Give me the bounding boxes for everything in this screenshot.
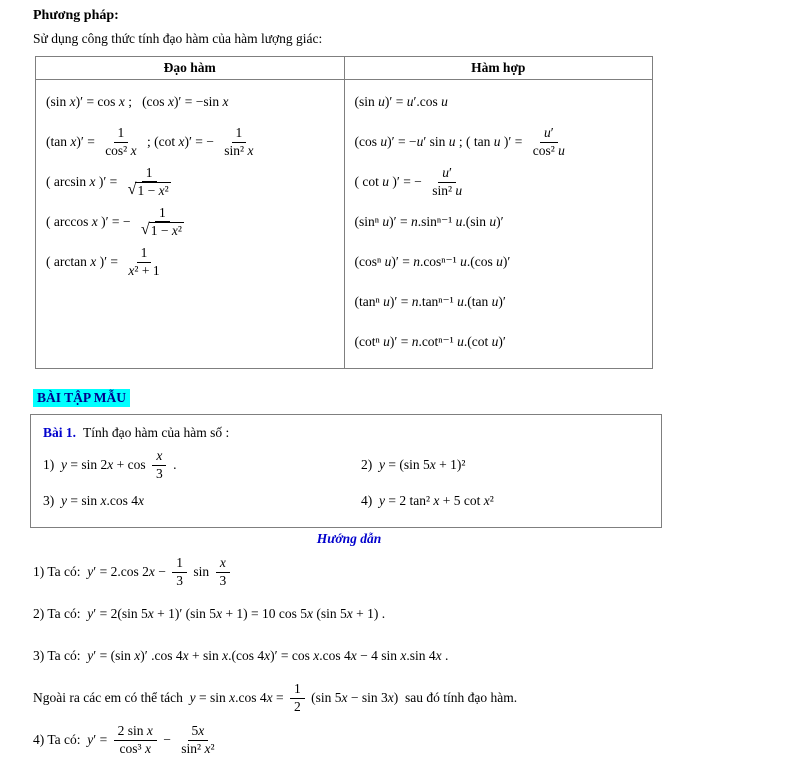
formula-text: 1 xyxy=(145,164,153,180)
formula-line xyxy=(33,677,780,719)
formula-text: 1) Ta có: y′ = 2.cos 2x − xyxy=(33,564,170,579)
fraction xyxy=(177,723,218,756)
formula-text: 1 − x² xyxy=(150,223,182,238)
fraction-denominator xyxy=(177,741,218,757)
formula-text: x² + 1 xyxy=(128,262,160,278)
formula-text: cos² x xyxy=(105,142,137,158)
fraction-numerator xyxy=(155,205,170,222)
radical-sign-icon: √ xyxy=(127,181,137,198)
fraction-denominator xyxy=(220,143,257,159)
formula-line xyxy=(46,242,338,282)
fraction-denominator xyxy=(124,182,175,199)
fraction-denominator xyxy=(216,573,231,589)
fraction-numerator xyxy=(188,723,209,740)
formula-line xyxy=(46,202,338,242)
formula-line xyxy=(33,635,780,677)
fraction-numerator xyxy=(137,245,152,262)
fraction xyxy=(137,205,188,239)
fraction-denominator xyxy=(529,143,569,159)
formula-text: 3) Ta có: y′ = (sin x)′ .cos 4x + sin x.(cos 4x)′ = cos x.cos 4x − 4 sin x.sin 4x . xyxy=(33,648,449,663)
fraction-denominator xyxy=(101,143,140,159)
fraction xyxy=(124,165,175,199)
formula-text: 3) y = sin x.cos 4x xyxy=(43,493,144,508)
formula-text: (tanⁿ u)′ = n.tanⁿ⁻¹ u.(tan u)′ xyxy=(354,294,506,309)
formula-text: (cotⁿ u)′ = n.cotⁿ⁻¹ u.(cot u)′ xyxy=(354,334,506,349)
formula-text: − xyxy=(159,732,175,747)
formula-text: u′ xyxy=(442,165,452,181)
method-heading: Phương pháp: xyxy=(33,8,119,23)
formula-text: 1 xyxy=(117,125,125,141)
radical-sign-icon: √ xyxy=(140,221,150,238)
derivative-formulas-cell xyxy=(36,80,345,369)
formula-text: . xyxy=(169,457,177,472)
radicand xyxy=(149,222,184,239)
formula-text: (cos u)′ = −u′ sin u ; ( tan u )′ = xyxy=(354,134,526,149)
fraction xyxy=(172,555,187,588)
formula-text: 1 xyxy=(140,245,148,261)
formula-line xyxy=(33,593,780,635)
fraction xyxy=(220,125,257,158)
formula-text: (cosⁿ u)′ = n.cosⁿ⁻¹ u.(cos u)′ xyxy=(354,254,511,269)
formula-text: 4) Ta có: y′ = xyxy=(33,732,111,747)
formula-text: 3 xyxy=(176,572,183,588)
sample-exercises-heading: BÀI TẬP MẪU xyxy=(33,389,130,407)
formula-text: Ngoài ra các em có thể tách y = sin x.cos 4x = xyxy=(33,690,288,705)
radicand xyxy=(135,182,170,199)
fraction xyxy=(529,125,569,158)
fraction-denominator xyxy=(290,699,305,715)
fraction xyxy=(428,165,466,198)
fraction-denominator xyxy=(116,741,155,757)
fraction-numerator xyxy=(114,723,157,740)
formula-text: 1 xyxy=(159,204,166,220)
formula-text: (sin u)′ = u′.cos u xyxy=(354,94,448,109)
formula-text: 1) y = sin 2x + cos xyxy=(43,457,149,472)
formula-text: sin² u xyxy=(432,182,463,198)
exercise-prompt-text: Tính đạo hàm của hàm số : xyxy=(83,425,230,440)
exercise-number-label: Bài 1. xyxy=(43,425,77,440)
column-header-composite: Hàm hợp xyxy=(344,57,653,80)
fraction xyxy=(124,245,163,278)
column-header-derivative: Đạo hàm xyxy=(36,57,345,80)
sample-exercise-section xyxy=(33,389,780,407)
formula-text: ( cot u )′ = − xyxy=(354,174,426,189)
formula-line xyxy=(46,122,338,162)
formula-line xyxy=(43,483,361,519)
solution-list xyxy=(33,551,780,761)
formula-line xyxy=(46,82,338,122)
formula-line xyxy=(43,447,361,483)
exercise-box xyxy=(30,414,662,528)
formula-line xyxy=(46,162,338,202)
formula-text: ( arctan x )′ = xyxy=(46,254,122,269)
formula-line xyxy=(355,162,647,202)
fraction-numerator xyxy=(540,125,558,142)
formula-text: 2 sin x xyxy=(117,723,153,739)
formula-line xyxy=(361,447,661,483)
formula-line xyxy=(355,82,647,122)
formula-text: ; (cot x)′ = − xyxy=(143,134,218,149)
formula-text: x xyxy=(219,555,226,571)
formula-line xyxy=(355,282,647,322)
fraction-numerator xyxy=(172,555,187,572)
exercise-prompt-line xyxy=(43,421,661,445)
fraction-denominator xyxy=(137,222,188,239)
formula-text: cos³ x xyxy=(119,740,151,756)
formula-text: 3 xyxy=(155,465,163,481)
formula-line xyxy=(355,242,647,282)
formula-line xyxy=(33,551,780,593)
formula-text: 2) y = (sin 5x + 1)² xyxy=(361,457,466,472)
fraction-denominator xyxy=(124,263,163,279)
fraction-denominator xyxy=(428,183,466,199)
fraction xyxy=(290,681,305,714)
formula-text: (sin x)′ = cos x ; (cos x)′ = −sin x xyxy=(46,94,229,109)
formula-text: 2 xyxy=(294,698,301,714)
formula-text: 1 xyxy=(294,681,301,697)
fraction-numerator xyxy=(142,165,157,182)
fraction xyxy=(216,555,231,588)
fraction xyxy=(114,723,157,756)
table-body-row xyxy=(36,80,653,369)
problem-list xyxy=(43,447,661,519)
formula-text: 1 xyxy=(176,555,183,571)
guide-heading: Hướng dẫn xyxy=(316,531,382,546)
formula-text: 5x xyxy=(191,723,205,739)
square-root xyxy=(141,222,184,239)
formula-text: sin² x² xyxy=(181,740,215,756)
formula-text: x xyxy=(156,448,163,464)
formula-text: sin xyxy=(189,564,213,579)
formula-line xyxy=(33,719,780,761)
fraction xyxy=(152,448,167,481)
formula-text: cos² u xyxy=(532,142,565,158)
formula-text: 4) y = 2 tan² x + 5 cot x² xyxy=(361,493,494,508)
fraction-denominator xyxy=(152,466,167,482)
formula-text: ( arcsin x )′ = xyxy=(46,174,121,189)
formula-text: (sinⁿ u)′ = n.sinⁿ⁻¹ u.(sin u)′ xyxy=(354,214,504,229)
composite-formulas-cell xyxy=(344,80,653,369)
intro-text: Sử dụng công thức tính đạo hàm của hàm lượng giác: xyxy=(33,31,323,46)
fraction-numerator xyxy=(438,165,456,182)
fraction-numerator xyxy=(152,448,166,465)
formula-text: ( arccos x )′ = − xyxy=(46,214,134,229)
fraction-numerator xyxy=(290,681,305,698)
formula-line xyxy=(355,122,647,162)
formula-line xyxy=(355,322,647,362)
fraction-numerator xyxy=(114,125,129,142)
fraction-numerator xyxy=(232,125,247,142)
table-header-row xyxy=(36,57,653,80)
square-root xyxy=(128,182,171,199)
derivative-formula-table xyxy=(35,56,653,369)
formula-text: sin² x xyxy=(224,142,254,158)
formula-text: 1 − x² xyxy=(137,183,169,198)
formula-line xyxy=(361,483,661,519)
formula-text: 1 xyxy=(235,125,243,141)
formula-text: (sin 5x − sin 3x) sau đó tính đạo hàm. xyxy=(307,690,518,705)
formula-text: 2) Ta có: y′ = 2(sin 5x + 1)′ (sin 5x + 1) = 10 cos 5x (sin 5x + 1) . xyxy=(33,606,386,621)
fraction-denominator xyxy=(172,573,187,589)
fraction-numerator xyxy=(216,555,230,572)
formula-text: (tan x)′ = xyxy=(46,134,99,149)
formula-line xyxy=(355,202,647,242)
formula-text: u′ xyxy=(543,125,554,141)
fraction xyxy=(101,125,140,158)
formula-text: 3 xyxy=(219,572,227,588)
